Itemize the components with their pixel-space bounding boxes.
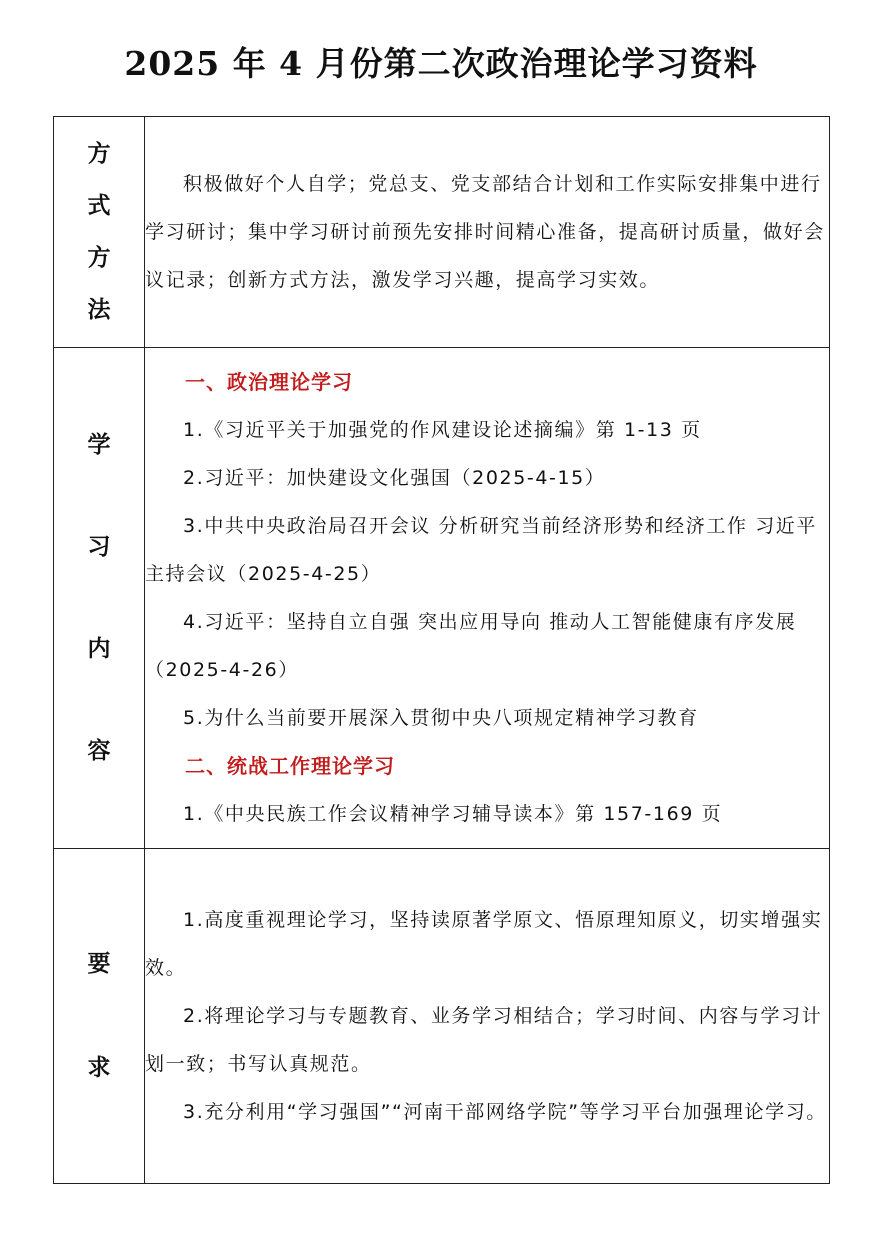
method-body [145,117,830,348]
content-row [54,348,830,849]
method-text: 积极做好个人自学；党总支、党支部结合计划和工作实际安排集中进行学习研讨；集中学习研讨前预先安排时间精心准备，提高研讨质量，做好会议记录；创新方式方法，激发学习兴趣，提高学习实效。 [145,173,825,291]
document-title: 2025 年 4 月份第二次政治理论学习资料 [124,44,758,83]
list-item: 2.习近平：加快建设文化强国（2025-4-15） [183,467,606,489]
label-char: 求 [87,1054,111,1081]
list-item: 1.《中央民族工作会议精神学习辅导读本》第 157-169 页 [183,803,723,825]
requirements-body [145,849,830,1184]
method-label [54,117,145,348]
label-char: 学 [87,431,111,458]
label-char: 习 [87,533,111,560]
requirement-item: 3.充分利用“学习强国”“河南干部网络学院”等学习平台加强理论学习。 [183,1101,827,1123]
method-row [54,117,830,348]
label-char: 内 [87,635,111,662]
section-heading-united-front: 二、统战工作理论学习 [185,754,395,778]
requirements-label [54,849,145,1184]
list-item: 3.中共中央政治局召开会议 分析研究当前经济形势和经济工作 习近平主持会议（2025-4-25） [145,515,818,585]
label-char: 式 [87,192,111,219]
label-char: 方 [87,244,111,271]
study-material-table [53,116,830,1184]
label-char: 法 [87,296,111,323]
requirement-item: 1.高度重视理论学习，坚持读原著学原文、悟原理知原义，切实增强实效。 [145,909,823,979]
content-label [54,348,145,849]
list-item: 1.《习近平关于加强党的作风建设论述摘编》第 1-13 页 [183,419,702,441]
section-heading-political: 一、政治理论学习 [185,370,353,394]
list-item: 4.习近平：坚持自立自强 突出应用导向 推动人工智能健康有序发展（2025-4-26） [145,611,797,681]
requirements-row [54,849,830,1184]
content-body [145,348,830,849]
label-char: 容 [87,737,111,764]
label-char: 方 [87,140,111,167]
label-char: 要 [87,950,111,977]
requirement-item: 2.将理论学习与专题教育、业务学习相结合；学习时间、内容与学习计划一致；书写认真规范。 [145,1005,823,1075]
list-item: 5.为什么当前要开展深入贯彻中央八项规定精神学习教育 [183,707,699,729]
